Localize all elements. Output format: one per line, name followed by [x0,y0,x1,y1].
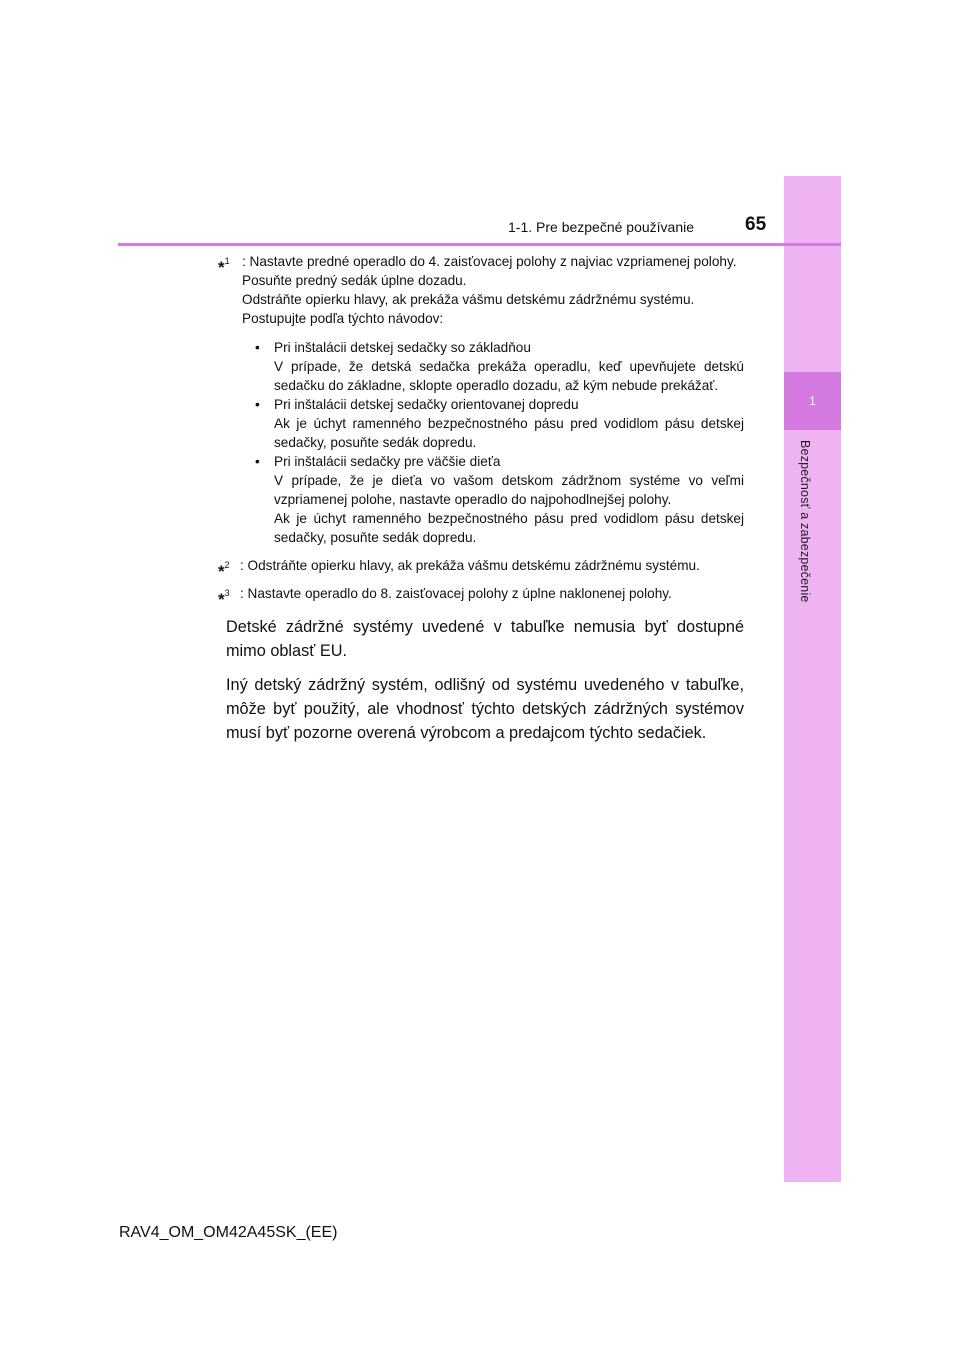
chapter-label: Bezpečnosť a zabezpečenie [798,440,812,603]
bullet-icon: • [255,454,260,469]
footnote-text: : Odstráňte opierku hlavy, ak prekáža vášmu detskému zádržnému systému. [240,558,700,573]
body-paragraph: Detské zádržné systémy uvedené v tabuľke nemusia byť dostupné mimo oblasť EU. [226,618,744,660]
list-item-title: Pri inštalácii sedačky pre väčšie dieťa [274,454,501,469]
list-item-text: V prípade, že je dieťa vo vašom detskom zádržnom systéme vo veľmi vzpriamenej polohe, nastavte operadlo do najpohodlnejšej polohy. [274,473,744,507]
footnote-text: : Nastavte operadlo do 8. zaisťovacej polohy z úplne naklonenej polohy. [240,586,672,601]
footnote-text: Odstráňte opierku hlavy, ak prekáža vášmu detskému zádržnému systému. [242,292,695,307]
side-tab [784,176,841,1182]
bullet-icon: • [255,340,260,355]
list-item [242,338,744,395]
footnote-text: Postupujte podľa týchto návodov: [242,311,444,326]
chapter-number: 1 [809,394,816,408]
bullet-icon: • [255,397,260,412]
section-title: 1-1. Pre bezpečné používanie [508,219,695,235]
footnote-text: : Nastavte predné operadlo do 4. zaisťovacej polohy z najviac vzpriamenej polohy. [242,254,737,269]
footnote-marker: *$^3$ [218,588,230,609]
list-item [242,452,744,547]
page-content [218,252,744,745]
footnote-1 [218,252,744,547]
list-item-text: Ak je úchyt ramenného bezpečnostného pásu pred vodidlom pásu detskej sedačky, posuňte sedák dopredu. [274,416,744,450]
list-item-title: Pri inštalácii detskej sedačky so základňou [274,340,531,355]
chapter-number-tab [784,372,841,430]
footnote-text: Posuňte predný sedák úplne dozadu. [242,273,467,288]
footnote-3 [218,584,744,609]
list-item-title: Pri inštalácii detskej sedačky orientovanej dopredu [274,397,579,412]
footnote-2 [218,556,744,581]
list-item-text: Ak je úchyt ramenného bezpečnostného pásu pred vodidlom pásu detskej sedačky, posuňte sedák dopredu. [274,511,744,545]
document-code: RAV4_OM_OM42A45SK_(EE) [119,1224,338,1241]
page-number: 65 [745,214,767,235]
header-divider [118,243,841,246]
instruction-list [242,338,744,547]
list-item-text: V prípade, že detská sedačka prekáža operadlu, keď upevňujete detskú sedačku do základne, sklopte operadlo dozadu, až kým nebude prekážať. [274,359,744,393]
footnote-marker: *$^2$ [218,560,230,581]
footnote-marker: *$^1$ [218,256,230,277]
list-item [242,395,744,452]
body-paragraph: Iný detský zádržný systém, odlišný od systému uvedeného v tabuľke, môže byť použitý, ale vhodnosť týchto detských zádržných systémov musí byť pozorne overená výrobcom a predajcom týchto sedačiek. [226,676,744,742]
